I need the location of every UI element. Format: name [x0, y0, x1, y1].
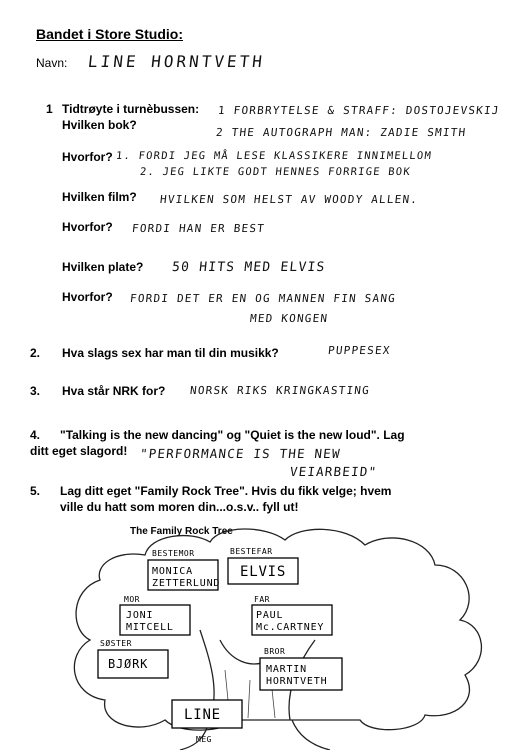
family-tree-drawing — [60, 520, 500, 750]
q1-film-answer: HVILKEN SOM HELST AV WOODY ALLEN. — [159, 193, 419, 206]
q4-answer-2: VEIARBEID" — [289, 464, 379, 479]
q1-hvorfor3-label: Hvorfor? — [62, 290, 113, 304]
q4-answer-1: "PERFORMANCE IS THE NEW — [139, 446, 342, 461]
page-title: Bandet i Store Studio: — [36, 26, 183, 42]
tree-far-label: FAR — [254, 595, 270, 604]
q1-number: 1 — [46, 102, 53, 116]
q1-book-answer-2: 2 THE AUTOGRAPH MAN: ZADIE SMITH — [215, 126, 468, 139]
q2-prompt: Hva slags sex har man til din musikk? — [62, 346, 279, 360]
tree-bror-line2: HORNTVETH — [266, 676, 328, 687]
q3-number: 3. — [30, 384, 41, 398]
q3-answer: NORSK RIKS KRINGKASTING — [189, 384, 371, 397]
tree-soster-label: SØSTER — [100, 639, 132, 648]
tree-far-line1: PAUL — [256, 610, 284, 621]
q5-prompt-line2: ville du hatt som moren din...o.s.v.. fyll ut! — [60, 500, 299, 514]
tree-mor-label: MOR — [124, 595, 140, 604]
q1-prompt-line1: Tidtrøyte i turnèbussen: — [62, 102, 200, 116]
tree-meg-label: MEG — [196, 735, 212, 744]
tree-meg-line1: LINE — [184, 707, 221, 723]
tree-bestefar-line1: ELVIS — [240, 564, 287, 580]
q1-hvorfor3-answer-1: FORDI DET ER EN OG MANNEN FIN SANG — [129, 292, 397, 305]
tree-bestemor-line1: MONICA — [152, 566, 193, 577]
q1-plate-answer: 50 HITS MED ELVIS — [171, 260, 327, 275]
q2-answer: PUPPESEX — [327, 344, 392, 357]
tree-bestefar-label: BESTEFAR — [230, 547, 273, 556]
q1-hvorfor1-label: Hvorfor? — [62, 150, 113, 164]
tree-bror-label: BROR — [264, 647, 286, 656]
q2-number: 2. — [30, 346, 41, 360]
q1-plate-label: Hvilken plate? — [62, 260, 144, 274]
q4-prompt-line2: ditt eget slagord! — [30, 444, 128, 458]
q1-hvorfor1-answer-2: 2. JEG LIKTE GODT HENNES FORRIGE BOK — [139, 166, 412, 178]
tree-bestemor-line2: ZETTERLUND — [152, 578, 221, 589]
q1-hvorfor2-answer: FORDI HAN ER BEST — [131, 222, 266, 235]
tree-far-line2: Mc.CARTNEY — [256, 622, 325, 633]
tree-bror-line1: MARTIN — [266, 664, 307, 675]
q3-prompt: Hva står NRK for? — [62, 384, 166, 398]
q4-prompt-line1: "Talking is the new dancing" og "Quiet is the new loud". Lag — [60, 428, 405, 442]
q1-hvorfor2-label: Hvorfor? — [62, 220, 113, 234]
q1-prompt-line2: Hvilken bok? — [62, 118, 137, 132]
q1-hvorfor1-answer-1: 1. FORDI JEG MÅ LESE KLASSIKERE INNIMELLOM — [115, 150, 433, 162]
q4-number: 4. — [30, 428, 41, 442]
tree-mor-line1: JONI — [126, 610, 154, 621]
tree-bestemor-label: BESTEMOR — [152, 549, 195, 558]
q1-hvorfor3-answer-2: MED KONGEN — [249, 312, 329, 325]
q5-number: 5. — [30, 484, 41, 498]
tree-soster-line1: BJØRK — [108, 657, 149, 671]
name-label: Navn: — [36, 56, 68, 70]
q1-film-label: Hvilken film? — [62, 190, 137, 204]
q5-prompt-line1: Lag ditt eget "Family Rock Tree". Hvis du fikk velge; hvem — [60, 484, 392, 498]
tree-title: The Family Rock Tree — [130, 526, 233, 537]
tree-mor-line2: MITCELL — [126, 622, 174, 633]
q1-book-answer-1: 1 FORBRYTELSE & STRAFF: DOSTOJEVSKIJ — [217, 104, 501, 117]
name-value: LINE HORNTVETH — [87, 52, 266, 71]
